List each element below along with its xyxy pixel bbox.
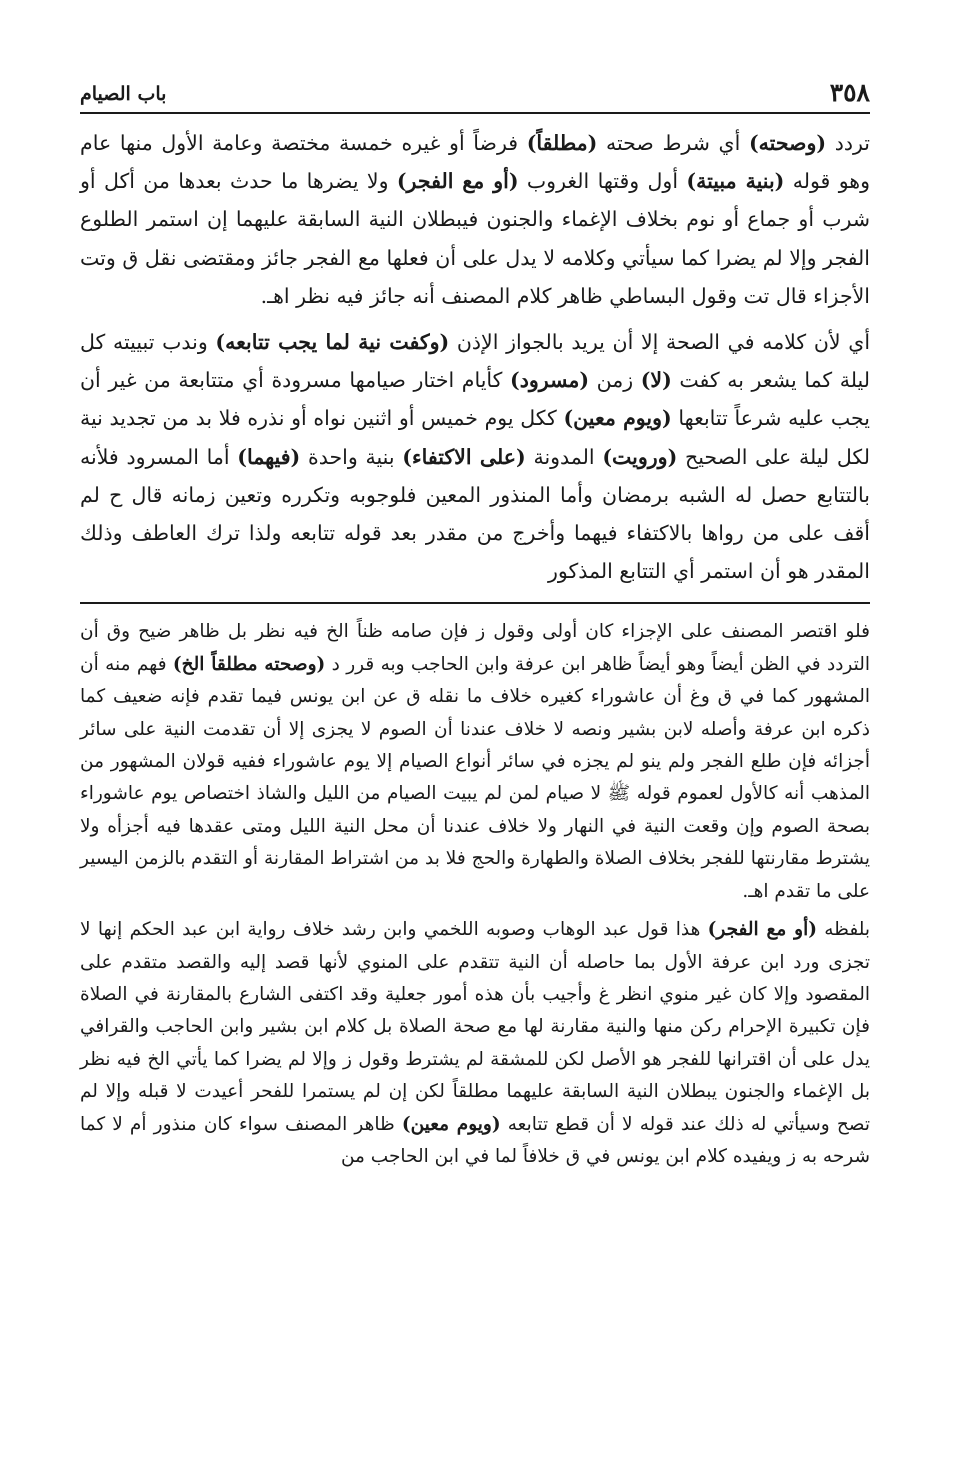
text-run: زمن	[589, 368, 641, 393]
quoted-term: (وكفت نية لما يجب تتابعه)	[215, 330, 450, 355]
book-page	[80, 78, 870, 1173]
footnote-paragraph	[80, 616, 870, 908]
quoted-term: (بنية مبيتة)	[686, 169, 785, 194]
text-run: كأيام اختار صيامها مسرودة أي متتابعة من غير أن يجب عليه شرعاً تتابعها	[80, 368, 870, 431]
chapter-title: باب الصيام	[80, 83, 167, 105]
text-run: أول وقتها الغروب	[518, 169, 687, 194]
quoted-term: (مطلقاً)	[526, 131, 598, 155]
text-run: فلو اقتصر المصنف على الإجزاء كان أولى وقول ز فإن صامه ظناً الخ فيه نظر بل ظاهر ضيح وق أن التردد في الظن أيضاً وهو أيضاً ظاهر ابن عرفة وابن الحاجب وبه قرر د	[80, 621, 870, 675]
quoted-term: (ورويت)	[602, 444, 678, 469]
text-run: بنية واحدة	[300, 444, 403, 469]
quoted-term: (ويوم معين)	[563, 406, 672, 431]
quoted-term: (وصحته)	[748, 131, 827, 155]
main-text	[80, 124, 870, 590]
text-run: فرضاً أو غيره خمسة مختصة وعامة الأول منها عام وهو قوله	[80, 131, 870, 194]
main-paragraph	[80, 124, 870, 315]
footnote-paragraph	[80, 914, 870, 1173]
page-number: ٣٥٨	[829, 78, 870, 107]
footnotes	[80, 616, 870, 1173]
quoted-term: (ويوم معين)	[401, 1113, 501, 1135]
text-run: تردد	[826, 131, 871, 155]
quoted-term: (لا)	[640, 368, 672, 393]
text-run: ولا يضرها ما حدث بعدها من أكل أو شرب أو جماع أو نوم بخلاف الإغماء والجنون فيبطلان النية السابقة عليهما إن استمر الطلوع الفجر وإلا لم يضرا كما سيأتي وكلامه لا يدل على أن فعلها مع الفجر جائز ومقتضى نقل ق وتت الأجزاء قال تت وقول البساطي ظاهر كلام المصنف أنه جائز فيه نظر اهـ.	[80, 169, 870, 308]
quoted-term: (أو مع الفجر)	[396, 169, 519, 194]
footnote-separator	[80, 602, 870, 604]
text-run: أي لأن كلامه في الصحة إلا أن يريد بالجواز الإذن	[449, 330, 871, 355]
text-run: أما المسرود فلأنه بالتتابع حصل له الشبه برمضان وأما المنذور المعين فلوجوبه وتكرره وتعين زمانه قال ح لم أقف على من رواها بالاكتفاء فيهما وأخرج من مقدر بعد قوله تتابعه ولذا ترك العاطف وذلك المقدر هو أن استمر أي التتابع المذكور	[80, 444, 870, 584]
quoted-term: (فيهما)	[237, 444, 301, 469]
text-run: المدونة	[525, 444, 603, 469]
text-run: وندب تبييته كل ليلة كما يشعر به كفت	[80, 330, 870, 393]
quoted-term: (وصحته مطلقاً الخ)	[172, 653, 326, 675]
text-run: فهم منه أن المشهور كما في ق وغ أن عاشوراء كغيره خلاف ما نقله ق عن ابن يونس فيما تقدم فإنه ضعيف كما ذكره ابن عرفة وأصله لابن بشير ونصه لا خلاف عندنا أن الصوم لا يجزى إلا أن تقدمت النية على سائر أجزائه فإن طلع الفجر ولم ينو لم يجزه في سائر أنواع الصيام إلا يوم عاشوراء ففيه قولان المشهور من المذهب أنه كالأول لعموم قوله ﷺ لا صيام لمن لم يبيت الصيام من الليل والشاذ اختصاص يوم عاشوراء بصحة الصوم وإن وقعت النية في النهار ولا خلاف عندنا أن محل النية الليل ومتى عقدها فيه أجزأه ولا يشترط مقارنتها للفجر بخلاف الصلاة والطهارة والحج فلا بد من اشتراط المقارنة أو التقدم بالزمن اليسير على ما تقدم اهـ.	[80, 653, 870, 902]
main-paragraph	[80, 323, 870, 590]
text-run: بلفظه	[816, 919, 870, 941]
text-run: أي شرط صحته	[597, 131, 749, 155]
text-run: ككل يوم خميس أو اثنين نواه أو نذره فلا بد من تجديد نية لكل ليلة على الصحيح	[80, 406, 870, 469]
text-run: هذا قول عبد الوهاب وصوبه اللخمي وابن رشد خلاف رواية ابن عبد الحكم إنها لا تجزى ورد ابن عرفة الأول بما حاصله أن النية تتقدم على المنوي لأنها قصد إليه والقصد متقدم على المقصود وإلا كان غير منوي انظر غ وأجيب بأن هذه أمور جعلية وقد اكتفى الشارع بالمقارنة في الصلاة فإن تكبيرة الإحرام ركن منها والنية مقارنة لها مع صحة الصلاة بل كلام ابن بشير وابن الحاجب والقرافي يدل على أن اقترانها للفجر هو الأصل لكن للمشقة لم يشترط وقول ز وإلا لم يضرا كما يأتي الخ فيه نظر بل الإغماء والجنون يبطلان النية السابقة عليهما مطلقاً لكن إن لم يستمرا للفحر أعيدت لا قبله وإلا لم تصح وسيأتي له ذلك عند قوله لا أن قطع تتابعه	[80, 919, 870, 1135]
quoted-term: (أو مع الفجر)	[707, 919, 817, 941]
running-header	[80, 78, 870, 114]
quoted-term: (مسرود)	[510, 368, 590, 393]
quoted-term: (على الاكتفاء)	[402, 444, 526, 469]
text-run: ظاهر المصنف سواء كان منذور أم لا كما شرحه به ز ويفيده كلام ابن يونس في ق خلافاً لما في ابن الحاجب من	[80, 1113, 870, 1167]
